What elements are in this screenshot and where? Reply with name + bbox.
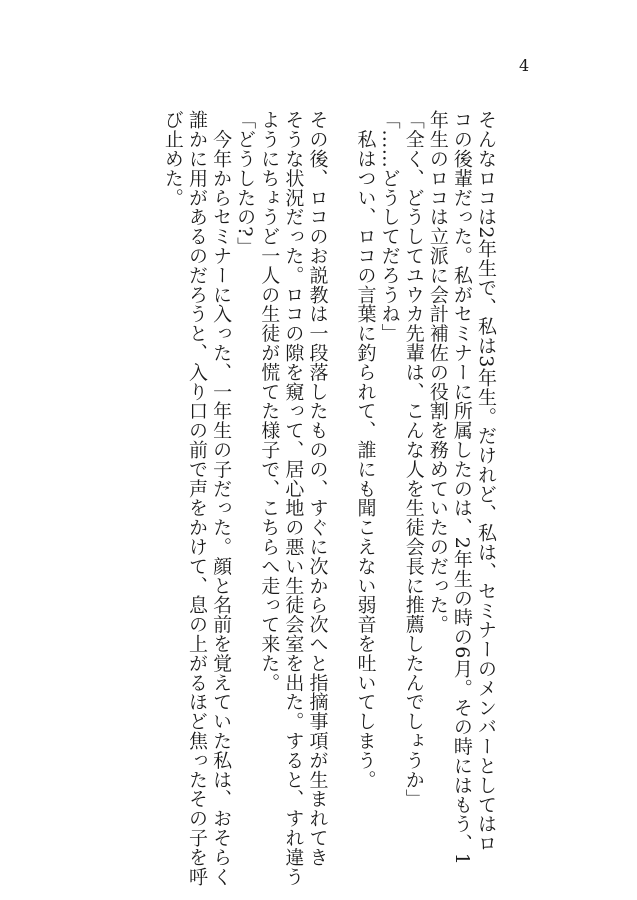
- text-line: ようにちょうど一人の生徒が慌てた様子で、こちらへ走って来た。: [258, 110, 281, 692]
- text-line: 「……どうしてだろうね」: [378, 110, 401, 343]
- text-line: コの後輩だった。私がセミナーに所属したのは、2年生の時の6月。その時にはもう、1: [450, 110, 473, 866]
- text-line: び止めた。: [161, 110, 184, 207]
- text-line: 誰かに用があるのだろうと、入り口の前で声をかけて、息の上がるほど焦ったその子を呼: [185, 110, 208, 886]
- text-line: そんなロコは2年生で、私は3年生。だけれど、私は、セミナーのメンバーとしてはロ: [475, 110, 497, 853]
- text-line: 「全く、どうしてユウカ先輩は、こんな人を生徒会長に推薦したんでしょうか」: [402, 110, 425, 809]
- text-line: 「どうしたの?」: [234, 110, 257, 257]
- text-line: 今年からセミナーに入った、一年生の子だった。顔と名前を覚えていた私は、おそらく: [210, 110, 233, 886]
- text-line: 年生のロコは立派に会計補佐の役割を務めていたのだった。: [426, 110, 449, 634]
- page-number: 4: [519, 56, 530, 75]
- body-text: [108, 110, 498, 886]
- text-line: そうな状況だった。ロコの隙を窺って、居心地の悪い生徒会室を出た。すると、すれ違う: [282, 110, 305, 886]
- text-line: 私はつい、ロコの言葉に釣られて、誰にも聞こえない弱音を吐いてしまう。: [354, 110, 377, 789]
- text-line: その後、ロコのお説教は一段落したものの、すぐに次から次へと指摘事項が生まれてき: [306, 110, 329, 867]
